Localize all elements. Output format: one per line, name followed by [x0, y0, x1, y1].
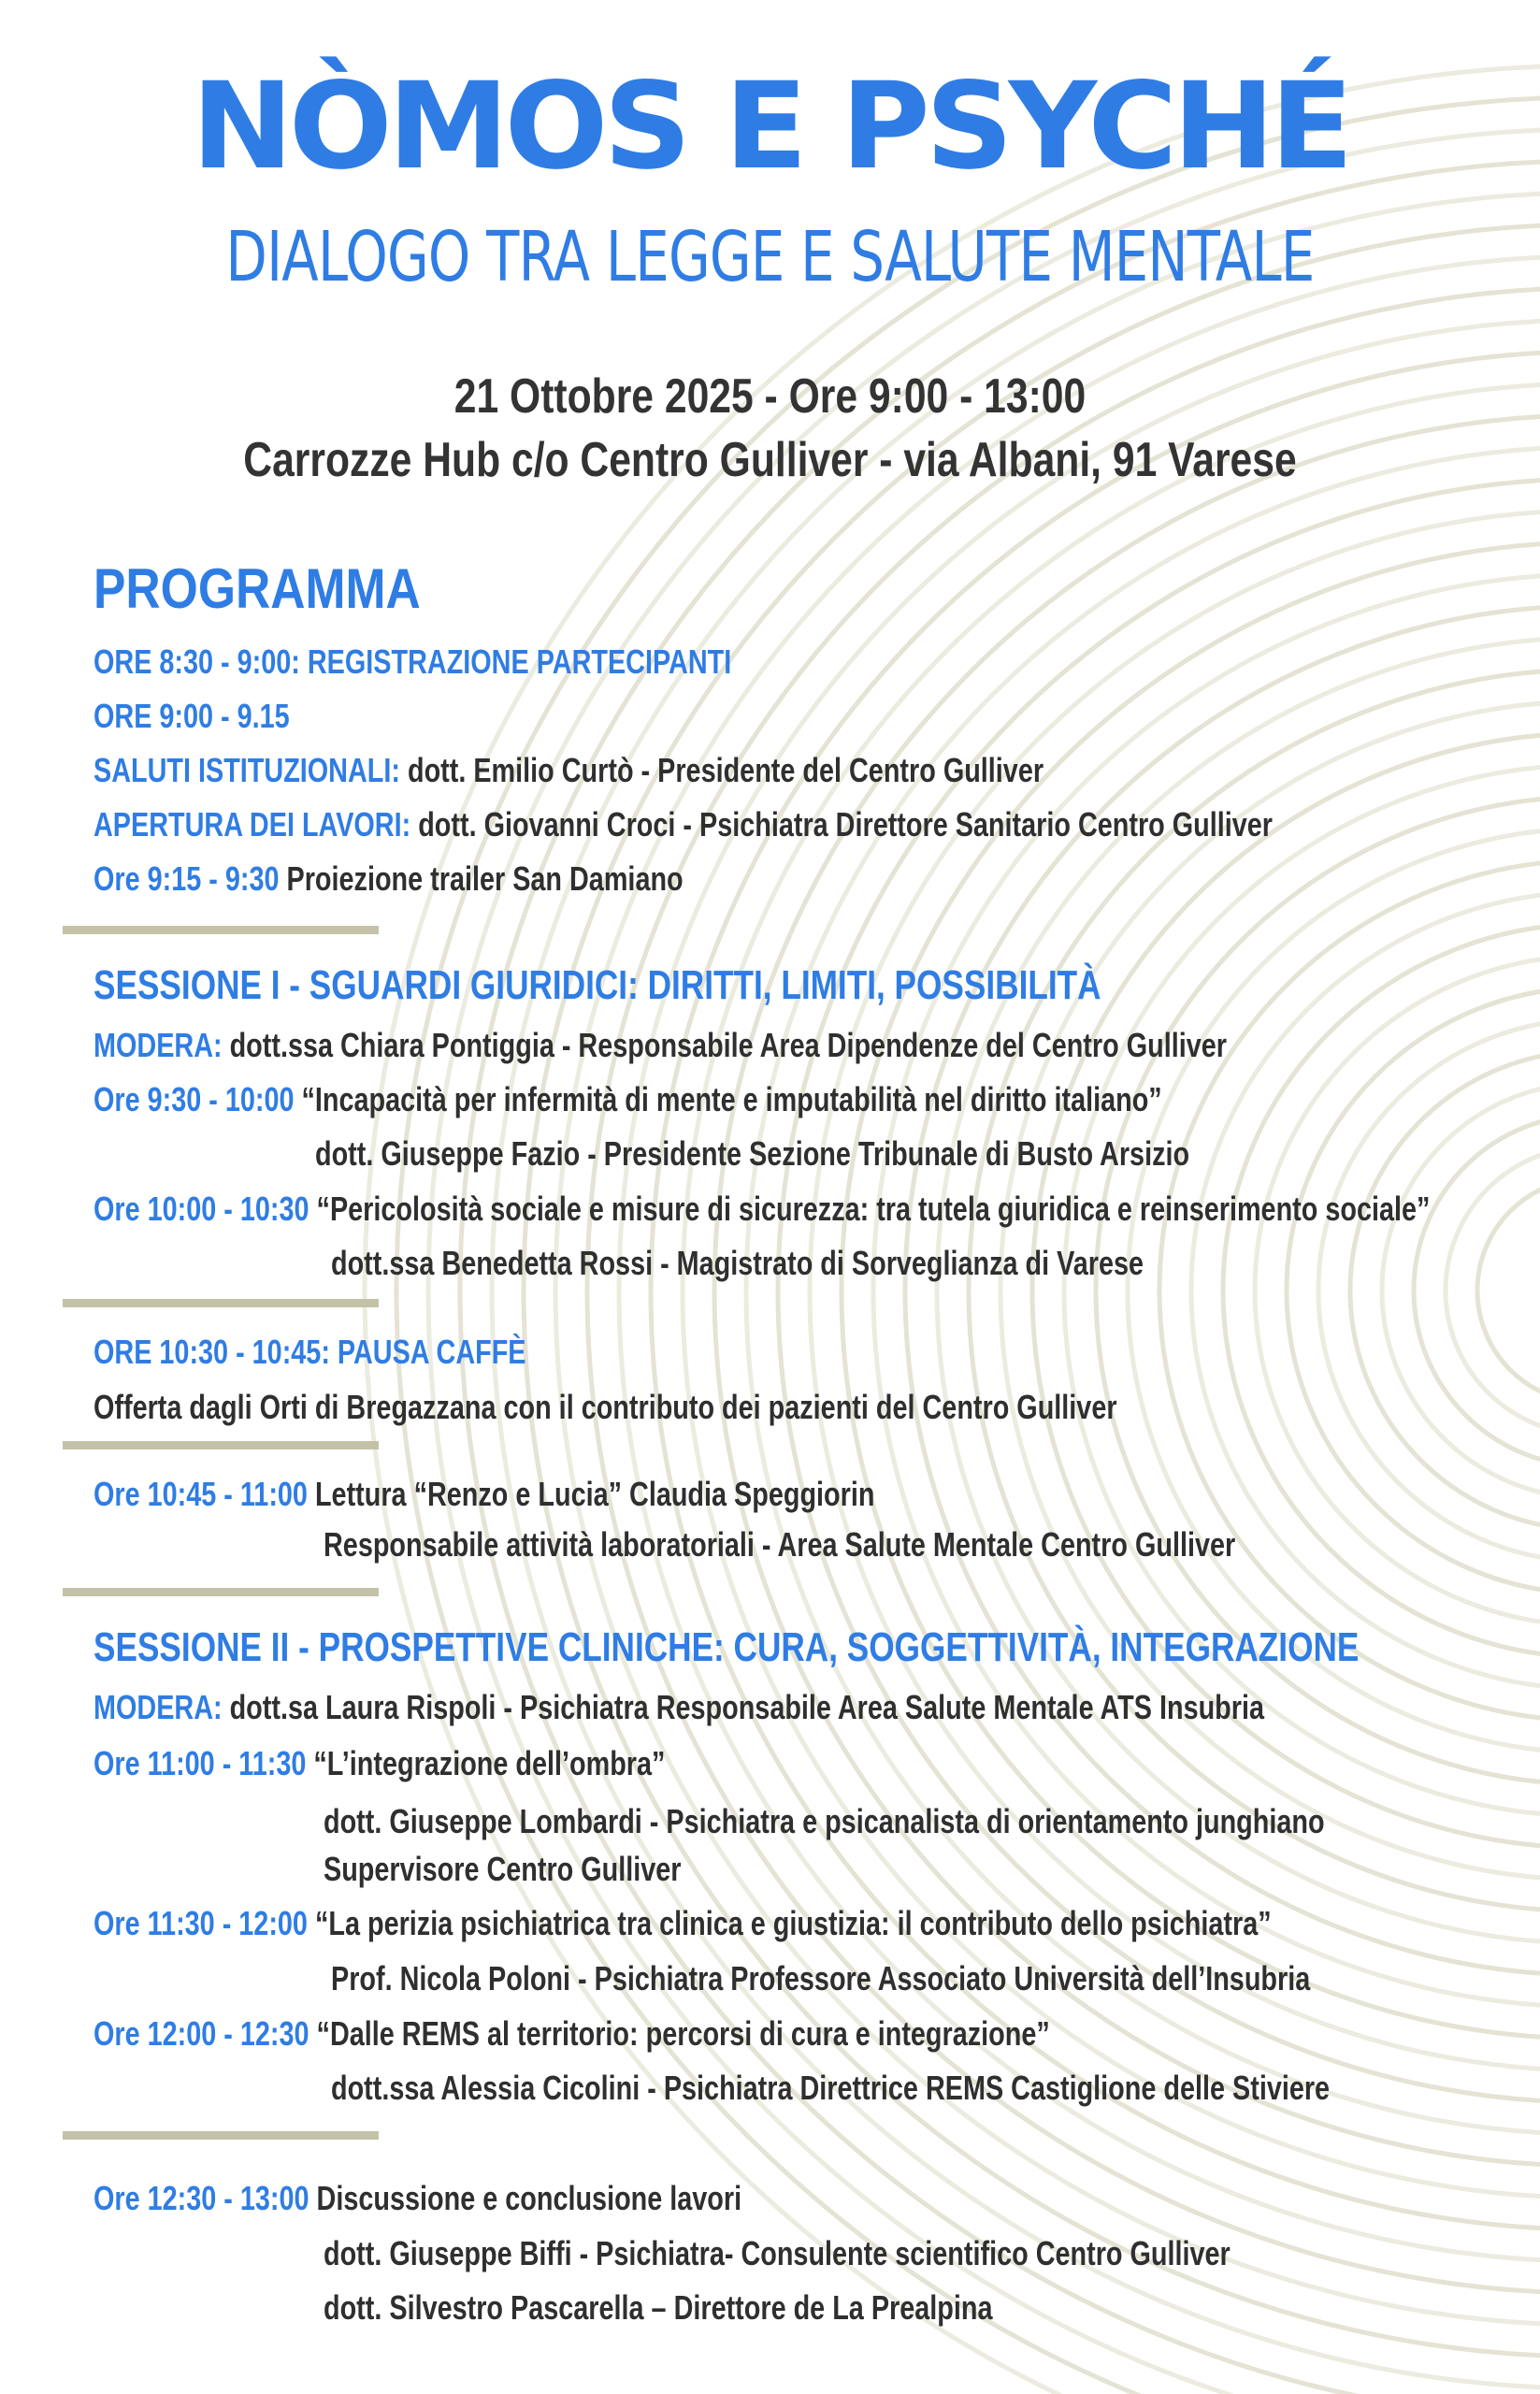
- saluti-label: SALUTI ISTITUZIONALI:: [94, 751, 400, 789]
- background-ring: [1382, 1083, 1540, 1498]
- session-2-talk-1-speaker: dott. Giuseppe Lombardi - Psichiatra e psicanalista di orientamento junghiano: [324, 1802, 1325, 1840]
- session-2-talk-2-line: [94, 1904, 1272, 1942]
- divider: [63, 2131, 379, 2140]
- apertura-label: APERTURA DEI LAVORI:: [94, 805, 411, 844]
- divider: [63, 1299, 379, 1307]
- proiezione-text: Proiezione trailer San Damiano: [279, 859, 684, 898]
- session-2-talk-3-time: Ore 12:00 - 12:30: [94, 2014, 309, 2053]
- session-2-talk-1-line: [94, 1744, 666, 1782]
- apertura-time-line: [94, 699, 290, 733]
- lettura-line: [94, 1475, 875, 1513]
- pausa-title-line: [94, 1335, 526, 1369]
- conclusione-text: Discussione e conclusione lavori: [309, 2179, 742, 2217]
- session-2-talk-1-speaker-role: Supervisore Centro Gulliver: [324, 1850, 682, 1888]
- session-2-moderator-text: dott.sa Laura Rispoli - Psichiatra Responsabile Area Salute Mentale ATS Insubria: [222, 1688, 1264, 1726]
- conclusione-speaker-2: dott. Silvestro Pascarella – Direttore de La Prealpina: [324, 2288, 993, 2327]
- session-2-talk-3-title: “Dalle REMS al territorio: percorsi di cura e integrazione”: [309, 2014, 1050, 2053]
- divider: [63, 1441, 379, 1449]
- background-ring: [746, 447, 1540, 2134]
- session-1-talk-1-line: [94, 1080, 1162, 1118]
- programma-heading: PROGRAMMA: [94, 557, 421, 620]
- event-title: NÒMOS E PSYCHÉ: [191, 57, 1349, 196]
- background-ring: [1477, 1178, 1540, 1403]
- session-2-talk-2-title: “La perizia psichiatrica tra clinica e giustizia: il contributo dello psichiatra”: [307, 1904, 1272, 1942]
- session-1-talk-1-title: “Incapacità per infermità di mente e imputabilità nel diritto italiano”: [294, 1080, 1162, 1118]
- session-2-title: SESSIONE II - PROSPETTIVE CLINICHE: CURA, SOGGETTIVITÀ, INTEGRAZIONE: [94, 1624, 1360, 1670]
- event-subtitle: DIALOGO TRA LEGGE E SALUTE MENTALE: [225, 217, 1315, 297]
- session-2-talk-1-time: Ore 11:00 - 11:30: [94, 1744, 307, 1782]
- saluti-line: [94, 751, 1044, 789]
- registrazione-text: ORE 8:30 - 9:00: REGISTRAZIONE PARTECIPANTI: [94, 642, 732, 681]
- apertura-time: ORE 9:00 - 9.15: [94, 697, 290, 735]
- saluti-text: dott. Emilio Curtò - Presidente del Centro Gulliver: [399, 751, 1044, 789]
- conclusione-time: Ore 12:30 - 13:00: [94, 2179, 309, 2217]
- background-ring: [1446, 1147, 1540, 1435]
- apertura-line: [94, 805, 1273, 844]
- registrazione-line: [94, 642, 732, 681]
- session-2-talk-3-line: [94, 2014, 1050, 2053]
- session-1-moderator-text: dott.ssa Chiara Pontiggia - Responsabile Area Dipendenze del Centro Gulliver: [222, 1026, 1227, 1064]
- proiezione-time: Ore 9:15 - 9:30: [94, 859, 280, 898]
- session-2-talk-2-time: Ore 11:30 - 12:00: [94, 1904, 308, 1942]
- session-1-title: SESSIONE I - SGUARDI GIURIDICI: DIRITTI, LIMITI, POSSIBILITÀ: [94, 962, 1101, 1008]
- session-2-talk-2-speaker: Prof. Nicola Poloni - Psichiatra Professore Associato Università dell’Insubria: [331, 1959, 1311, 1997]
- lettura-text: Lettura “Renzo e Lucia” Claudia Speggiorin: [307, 1475, 875, 1513]
- session-1-talk-1-speaker: dott. Giuseppe Fazio - Presidente Sezione Tribunale di Busto Arsizio: [315, 1134, 1190, 1173]
- pausa-text: Offerta dagli Orti di Bregazzana con il contributo dei pazienti del Centro Gulliver: [94, 1388, 1117, 1426]
- lettura-time: Ore 10:45 - 11:00: [94, 1475, 308, 1513]
- background-ring: [1191, 892, 1540, 1689]
- session-1-talk-2-title: “Pericolosità sociale e misure di sicurezza: tra tutela giuridica e reinserimento sociale”: [309, 1190, 1431, 1228]
- proiezione-line: [94, 859, 684, 898]
- conclusione-speaker-1: dott. Giuseppe Biffi - Psichiatra- Consulente scientifico Centro Gulliver: [324, 2234, 1231, 2272]
- lettura-speaker: Responsabile attività laboratoriali - Area Salute Mentale Centro Gulliver: [324, 1525, 1236, 1564]
- session-1-talk-2-line: [94, 1192, 1430, 1226]
- event-date: 21 Ottobre 2025 - Ore 9:00 - 13:00: [453, 369, 1087, 424]
- divider: [63, 926, 379, 934]
- session-1-talk-1-time: Ore 9:30 - 10:00: [94, 1080, 295, 1118]
- divider: [63, 1588, 379, 1596]
- session-1-moderator-line: [94, 1026, 1227, 1064]
- session-1-moderator-label: MODERA:: [94, 1026, 223, 1064]
- session-1-talk-2-speaker: dott.ssa Benedetta Rossi - Magistrato di Sorveglianza di Varese: [331, 1244, 1144, 1282]
- session-2-moderator-label: MODERA:: [94, 1688, 223, 1726]
- session-1-talk-2-time: Ore 10:00 - 10:30: [94, 1190, 309, 1228]
- conclusione-line: [94, 2179, 742, 2217]
- event-venue: Carrozze Hub c/o Centro Gulliver - via Albani, 91 Varese: [243, 433, 1297, 487]
- apertura-text: dott. Giovanni Croci - Psichiatra Direttore Sanitario Centro Gulliver: [410, 805, 1273, 844]
- pausa-title: ORE 10:30 - 10:45: PAUSA CAFFÈ: [94, 1333, 526, 1371]
- session-2-moderator-line: [94, 1688, 1264, 1726]
- session-2-talk-1-title: “L’integrazione dell’ombra”: [306, 1744, 666, 1782]
- session-2-talk-3-speaker: dott.ssa Alessia Cicolini - Psichiatra Direttrice REMS Castiglione delle Stiviere: [331, 2069, 1331, 2107]
